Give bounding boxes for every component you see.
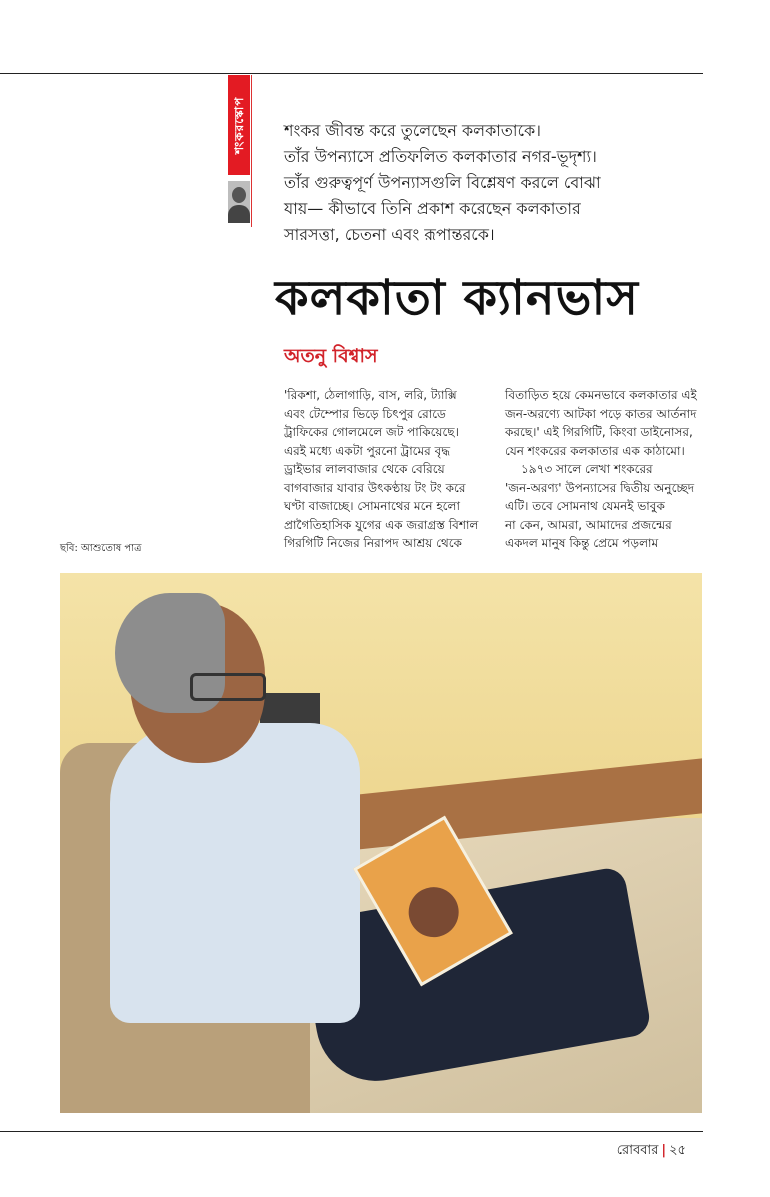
headline: কলকাতা ক্যানভাস — [275, 270, 639, 326]
body-column-right — [505, 386, 705, 553]
intro-line: যায়— কীভাবে তিনি প্রকাশ করেছেন কলকাতার — [284, 199, 581, 218]
magazine-name: রোববার — [616, 1143, 659, 1158]
intro-line: শংকর জীবন্ত করে তুলেছেন কলকাতাকে। — [284, 121, 541, 140]
article-photo — [60, 573, 702, 1113]
page-number: ২৫ — [669, 1143, 686, 1158]
body-line: এরই মধ্যে একটা পুরনো ট্রামের বৃদ্ধ — [284, 443, 451, 458]
intro-line: তাঁর গুরুত্বপূর্ণ উপন্যাসগুলি বিশ্লেষণ করলে বোঝা — [284, 173, 601, 192]
top-rule — [0, 73, 703, 74]
body-line: প্রাগৈতিহাসিক যুগের এক জরাগ্রস্ত বিশাল — [284, 517, 479, 532]
photo-credit: ছবি: আশুতোষ পাত্র — [60, 543, 142, 554]
body-line: এবং টেম্পোর ভিড়ে চিৎপুর রোডে — [284, 406, 446, 421]
intro-standfirst — [284, 118, 704, 248]
body-line: একদল মানুষ কিন্তু প্রেমে পড়লাম — [505, 536, 659, 550]
body-line: না কেন, আমরা, আমাদের প্রজন্মের — [505, 517, 672, 532]
body-line: বাগবাজার যাবার উৎকণ্ঠায় টং টং করে — [284, 480, 466, 495]
intro-line: তাঁর উপন্যাসে প্রতিফলিত কলকাতার নগর-ভূদৃশ্য। — [284, 147, 597, 166]
footer-separator: | — [661, 1143, 667, 1158]
byline: অতনু বিশ্বাস — [284, 345, 378, 367]
body-line: করছে।' এই গিরগিটি, কিংবা ডাইনোসর, — [505, 425, 693, 439]
body-line: এটি। তবে সোমনাথ যেমনই ভাবুক — [505, 499, 665, 513]
intro-line: সারসত্তা, চেতনা এবং রূপান্তরকে। — [284, 225, 495, 244]
body-line: 'রিকশা, ঠেলাগাড়ি, বাস, লরি, ট্যাক্সি — [284, 388, 457, 402]
body-line: গিরগিটি নিজের নিরাপদ আশ্রয় থেকে — [284, 536, 462, 550]
body-line: ১৯৭৩ সালে লেখা শংকরের — [521, 462, 653, 476]
body-line: ট্রাফিকের গোলমেলে জট পাকিয়েছে। — [284, 425, 459, 439]
body-column-left — [284, 386, 484, 553]
body-line: ড্রাইভার লালবাজার থেকে বেরিয়ে — [284, 462, 445, 476]
columnist-portrait — [228, 181, 250, 223]
column-tag — [226, 75, 252, 227]
body-line: বিতাড়িত হয়ে কেমনভাবে কলকাতার এই — [505, 388, 697, 402]
body-line: ঘণ্টা বাজাচ্ছে। সোমনাথের মনে হলো — [284, 499, 460, 513]
body-line: জন-অরণ্যে আটকা পড়ে কাতর আর্তনাদ — [505, 406, 697, 421]
body-line: যেন শংকরের কলকাতার এক কাঠামো। — [505, 443, 685, 458]
bottom-rule — [0, 1131, 703, 1132]
body-line: 'জন-অরণ্য' উপন্যাসের দ্বিতীয় অনুচ্ছেদ — [505, 480, 695, 495]
page-footer — [617, 1141, 686, 1162]
column-tag-label: শংকরস্কোপ — [228, 75, 250, 175]
